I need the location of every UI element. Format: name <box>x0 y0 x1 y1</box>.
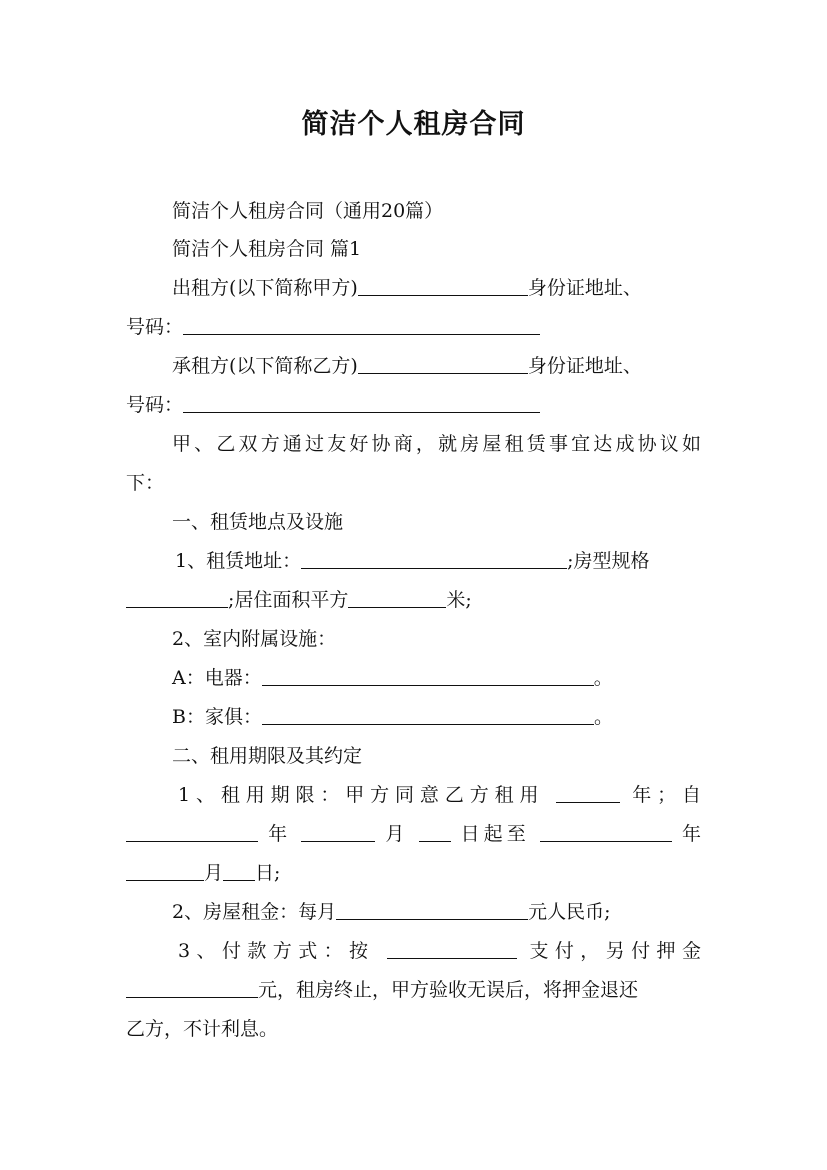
end-day-blank <box>223 862 255 881</box>
appliances-line <box>172 666 701 690</box>
section-heading-lease-location: 一、租赁地点及设施 <box>172 511 344 533</box>
deposit-text: 元，租房终止，甲方验收无误后，将押金退还 <box>258 979 639 1001</box>
room-area-line <box>126 588 701 612</box>
day-label: 日; <box>255 862 281 884</box>
lessor-label: 出租方(以下简称甲方) <box>172 277 358 299</box>
lessor-number-blank <box>183 316 540 335</box>
lease-end-line <box>126 861 701 885</box>
area-label: ;居住面积平方 <box>228 589 349 611</box>
room-type-blank <box>126 589 228 608</box>
area-unit: 米; <box>446 589 472 611</box>
start-month-blank <box>301 823 375 842</box>
facilities-line: 2、室内附属设施： <box>172 628 337 650</box>
lease-term-label: 1、租用期限：甲方同意乙方租用 <box>178 784 545 806</box>
lessee-number-line <box>126 393 701 417</box>
years-blank <box>556 784 620 803</box>
number-label: 号码： <box>126 316 184 338</box>
month-label: 月 <box>204 862 224 884</box>
subtitle-line: 简洁个人租房合同（通用20篇） <box>172 200 444 222</box>
year-label: 年 <box>268 823 292 845</box>
deposit-label: 支付，另付押金 <box>529 940 701 962</box>
day-to-label: 日起至 <box>460 823 530 845</box>
period-mark: 。 <box>593 667 613 689</box>
furniture-blank <box>262 706 594 725</box>
furniture-label: B：家俱： <box>172 706 262 728</box>
lease-dates-line <box>126 822 701 846</box>
payment-label: 3、付款方式：按 <box>178 940 375 962</box>
id-address-label: 身份证地址、 <box>527 355 642 377</box>
appliances-blank <box>262 667 594 686</box>
month-label: 月 <box>385 823 409 845</box>
deposit-blank <box>126 979 258 998</box>
appliances-label: A：电器： <box>172 667 262 689</box>
start-day-blank <box>419 823 451 842</box>
lessor-line <box>172 276 701 300</box>
section-heading-1: 简洁个人租房合同 篇1 <box>172 238 362 260</box>
start-year-blank <box>126 823 258 842</box>
payment-line <box>178 939 701 963</box>
lessee-label: 承租方(以下简称乙方) <box>172 355 358 377</box>
period-mark: 。 <box>593 706 613 728</box>
lease-term-line <box>178 783 701 807</box>
year-from-label: 年；自 <box>632 784 702 806</box>
rent-label: 2、房屋租金：每月 <box>172 901 337 923</box>
rent-currency: 元人民币; <box>528 901 611 923</box>
lessee-number-blank <box>183 394 540 413</box>
end-year-blank <box>540 823 672 842</box>
lease-address-blank <box>301 550 567 569</box>
agreement-line: 甲、乙双方通过友好协商，就房屋租赁事宜达成协议如 <box>172 433 701 455</box>
area-blank <box>348 589 446 608</box>
number-label: 号码： <box>126 394 184 416</box>
year-label: 年 <box>681 823 701 845</box>
deposit-line-cont: 乙方，不计利息。 <box>126 1018 279 1040</box>
end-month-blank <box>126 862 204 881</box>
room-type-label: ;房型规格 <box>567 550 650 572</box>
agreement-line-cont: 下： <box>126 472 165 494</box>
section-heading-lease-term: 二、租用期限及其约定 <box>172 745 363 767</box>
lessee-line <box>172 354 701 378</box>
lease-address-line <box>175 549 701 573</box>
lessor-name-blank <box>358 277 528 296</box>
deposit-line <box>126 978 701 1002</box>
lessee-name-blank <box>358 355 528 374</box>
id-address-label: 身份证地址、 <box>527 277 642 299</box>
rent-blank <box>336 901 528 920</box>
payment-method-blank <box>387 940 517 959</box>
document-title: 简洁个人租房合同 <box>301 109 526 140</box>
rent-line <box>172 900 701 924</box>
lessor-number-line <box>126 315 701 339</box>
furniture-line <box>172 705 701 729</box>
lease-address-label: 1、租赁地址： <box>175 550 302 572</box>
